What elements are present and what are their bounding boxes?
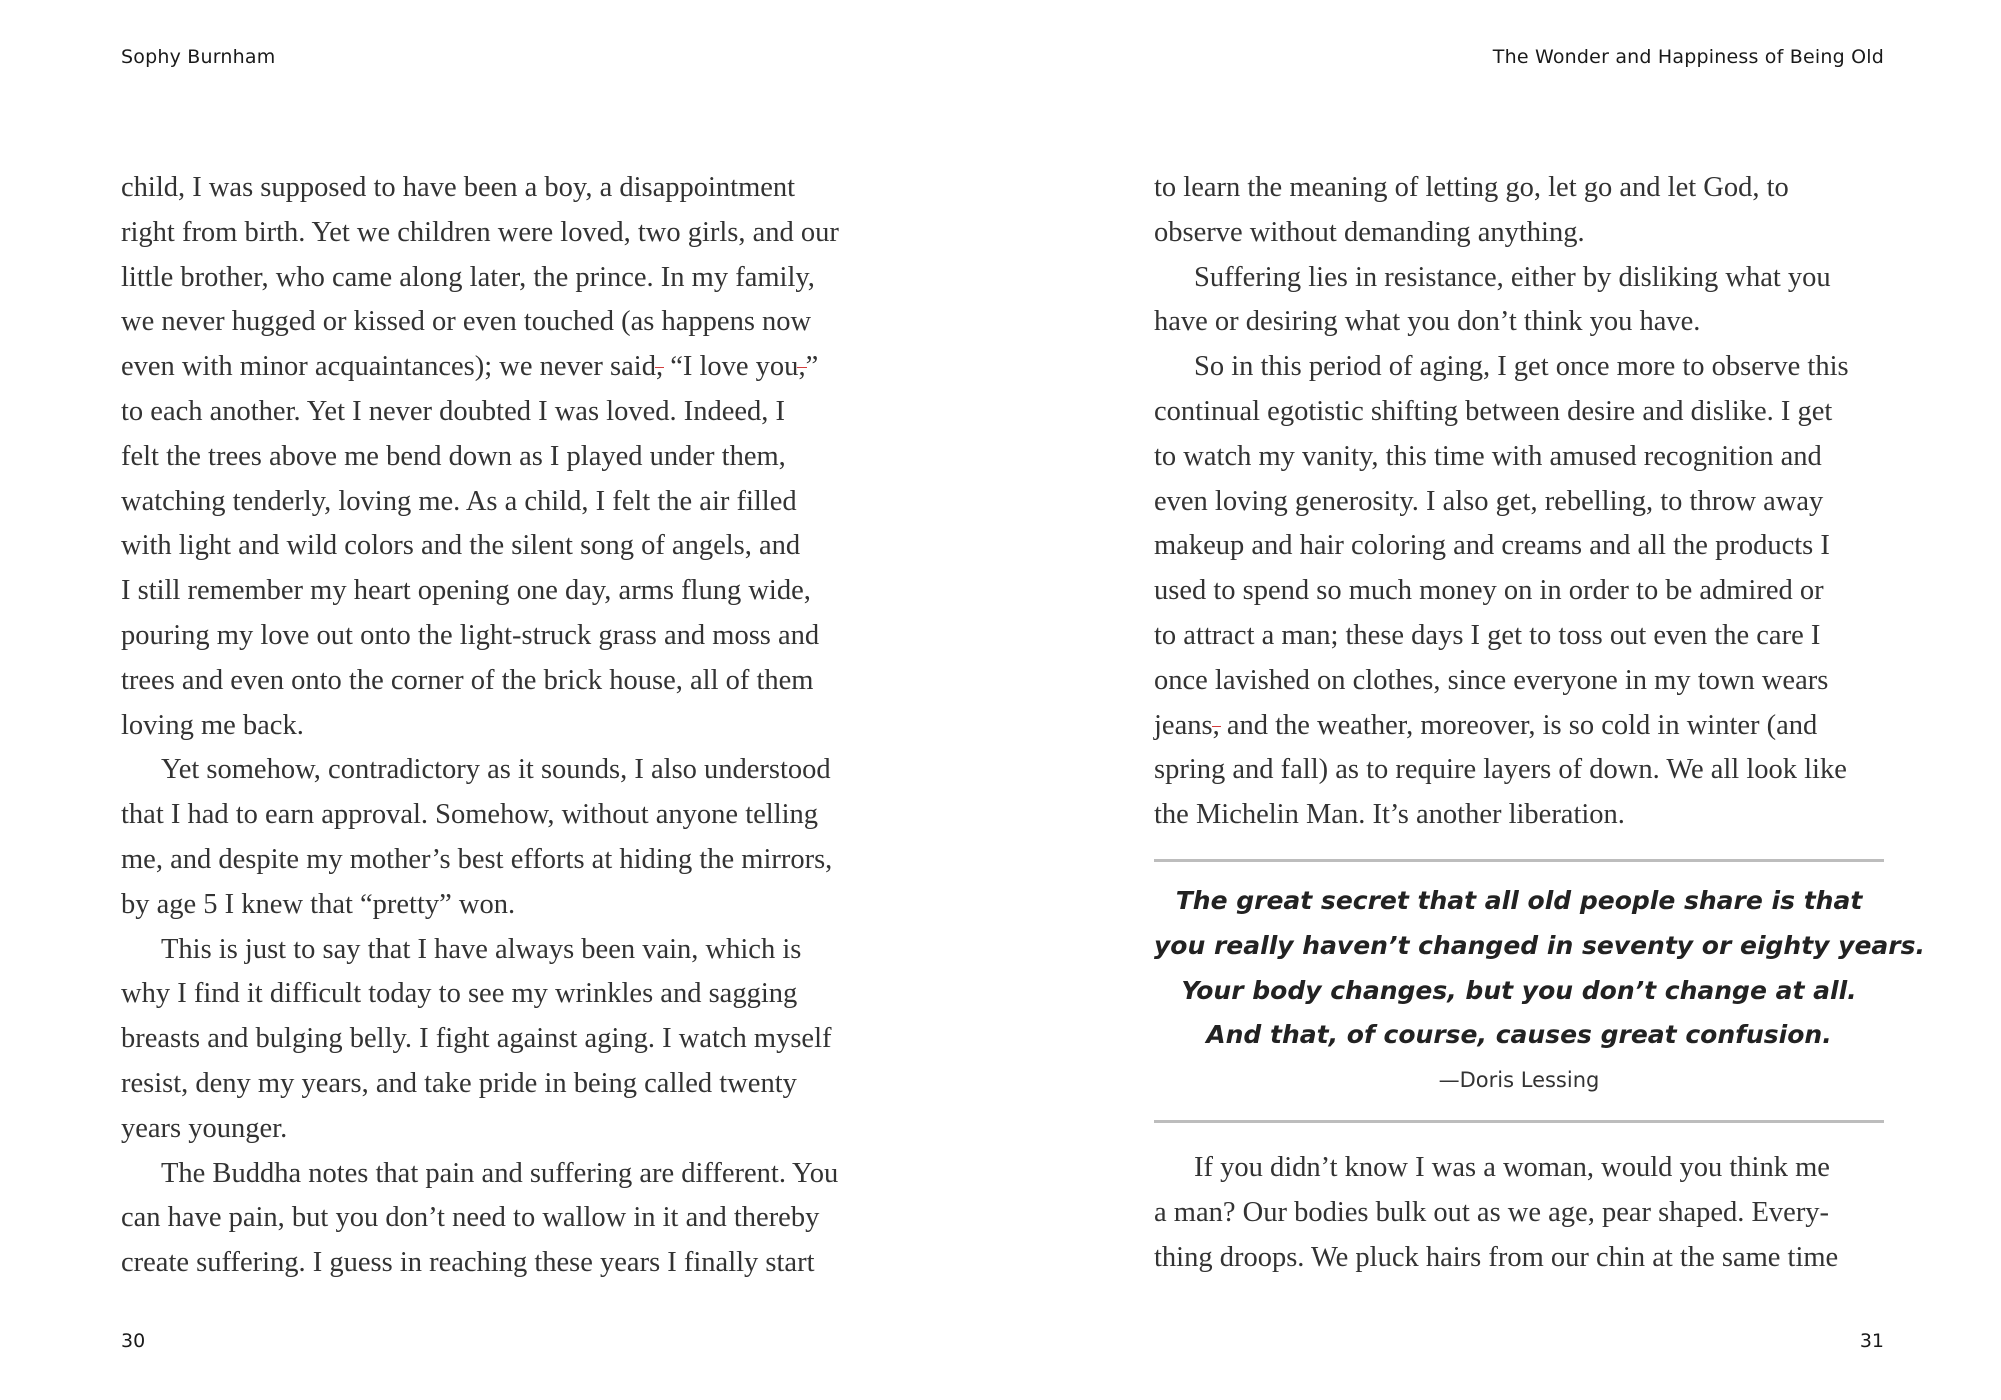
text-segment: even with minor acquaintances); we never said: [121, 351, 656, 383]
pull-quote-text: [1154, 879, 1925, 1058]
text-line: The Buddha notes that pain and suffering are different. You: [161, 1157, 839, 1189]
text-line: If you didn’t know I was a woman, would you think me: [1194, 1152, 1830, 1183]
text-line: can have pain, but you don’t need to wallow in it and thereby: [121, 1202, 820, 1234]
text-line: to each another. Yet I never doubted I was loved. Indeed, I: [121, 395, 786, 427]
text-line: pouring my love out onto the light-struck grass and moss and: [121, 619, 820, 651]
text-line: even loving generosity. I also get, rebelling, to throw away: [1154, 485, 1824, 517]
text-line: continual egotistic shifting between desire and dislike. I get: [1154, 395, 1833, 427]
text-line: watching tenderly, loving me. As a child, I felt the air filled: [121, 485, 797, 517]
text-line: why I find it difficult today to see my wrinkles and sagging: [121, 978, 798, 1010]
text-line: felt the trees above me bend down as I played under them,: [121, 440, 786, 472]
text-line: trees and even onto the corner of the brick house, all of them: [121, 664, 814, 696]
text-line: little brother, who came along later, the prince. In my family,: [121, 261, 815, 293]
text-line: [121, 345, 839, 390]
text-line: [1154, 704, 1849, 749]
text-line: create suffering. I guess in reaching these years I finally start: [121, 1247, 815, 1279]
pull-quote-line: The great secret that all old people share is that: [1175, 886, 1863, 915]
text-line: spring and fall) as to require layers of down. We all look like: [1154, 754, 1847, 786]
running-head-title: The Wonder and Happiness of Being Old: [1492, 46, 1884, 68]
pull-quote-line: you really haven’t changed in seventy or eighty years.: [1154, 930, 1925, 960]
text-line: Suffering lies in resistance, either by disliking what you: [1194, 261, 1831, 293]
text-line: to learn the meaning of letting go, let go and let God, to: [1154, 172, 1789, 203]
right-body-text-bottom: [1154, 1146, 1838, 1280]
text-line: child, I was supposed to have been a boy, a disappointment: [121, 172, 796, 203]
text-line: thing droops. We pluck hairs from our chin at the same time: [1154, 1241, 1839, 1273]
pull-quote: [1154, 859, 1925, 1123]
right-body-text-top: [1154, 166, 1849, 838]
text-line: makeup and hair coloring and creams and all the products I: [1154, 530, 1830, 562]
text-segment: and the weather, moreover, is so cold in winter (and: [1219, 709, 1818, 741]
text-line: the Michelin Man. It’s another liberation.: [1154, 799, 1625, 831]
pull-quote-line: And that, of course, causes great confusion.: [1206, 1020, 1832, 1050]
text-line: me, and despite my mother’s best efforts at hiding the mirrors,: [121, 843, 833, 875]
text-line: resist, deny my years, and take pride in being called twenty: [121, 1067, 797, 1099]
text-segment: “I love you: [663, 351, 799, 383]
text-line: to watch my vanity, this time with amused recognition and: [1154, 440, 1822, 472]
text-line: I still remember my heart opening one day, arms flung wide,: [121, 575, 811, 607]
pull-quote-line: Your body changes, but you don’t change at all.: [1181, 975, 1857, 1005]
text-line: years younger.: [121, 1112, 288, 1144]
struck-comma: ,: [1212, 709, 1220, 741]
text-line: used to spend so much money on in order to be admired or: [1154, 575, 1824, 607]
page-number-left: 30: [121, 1330, 146, 1352]
page-number-right: 31: [1859, 1330, 1884, 1352]
text-line: we never hugged or kissed or even touched (as happens now: [121, 306, 812, 338]
text-line: So in this period of aging, I get once more to observe this: [1194, 351, 1849, 383]
left-page: [121, 0, 878, 1400]
right-page: [1154, 0, 1925, 1400]
pull-quote-attribution: —Doris Lessing: [1438, 1068, 1600, 1092]
struck-comma: ,: [798, 351, 806, 383]
text-segment: ”: [805, 351, 819, 383]
text-line: a man? Our bodies bulk out as we age, pear shaped. Every-: [1154, 1196, 1830, 1228]
text-line: that I had to earn approval. Somehow, without anyone telling: [121, 799, 819, 831]
text-line: This is just to say that I have always been vain, which is: [161, 933, 802, 965]
running-head-author: Sophy Burnham: [121, 46, 276, 68]
text-line: breasts and bulging belly. I fight against aging. I watch myself: [121, 1023, 832, 1055]
text-line: loving me back.: [121, 709, 304, 741]
text-line: Yet somehow, contradictory as it sounds, I also understood: [161, 754, 831, 786]
text-line: right from birth. Yet we children were loved, two girls, and our: [121, 216, 839, 248]
text-line: to attract a man; these days I get to toss out even the care I: [1154, 619, 1821, 651]
text-line: by age 5 I knew that “pretty” won.: [121, 888, 516, 920]
text-line: with light and wild colors and the silent song of angels, and: [121, 530, 801, 562]
struck-comma: ,: [655, 351, 664, 383]
text-line: observe without demanding anything.: [1154, 216, 1585, 248]
text-line: once lavished on clothes, since everyone in my town wears: [1154, 664, 1829, 696]
text-segment: jeans: [1154, 709, 1213, 741]
text-line: have or desiring what you don’t think you have.: [1154, 306, 1701, 338]
left-body-text: [121, 166, 839, 1286]
